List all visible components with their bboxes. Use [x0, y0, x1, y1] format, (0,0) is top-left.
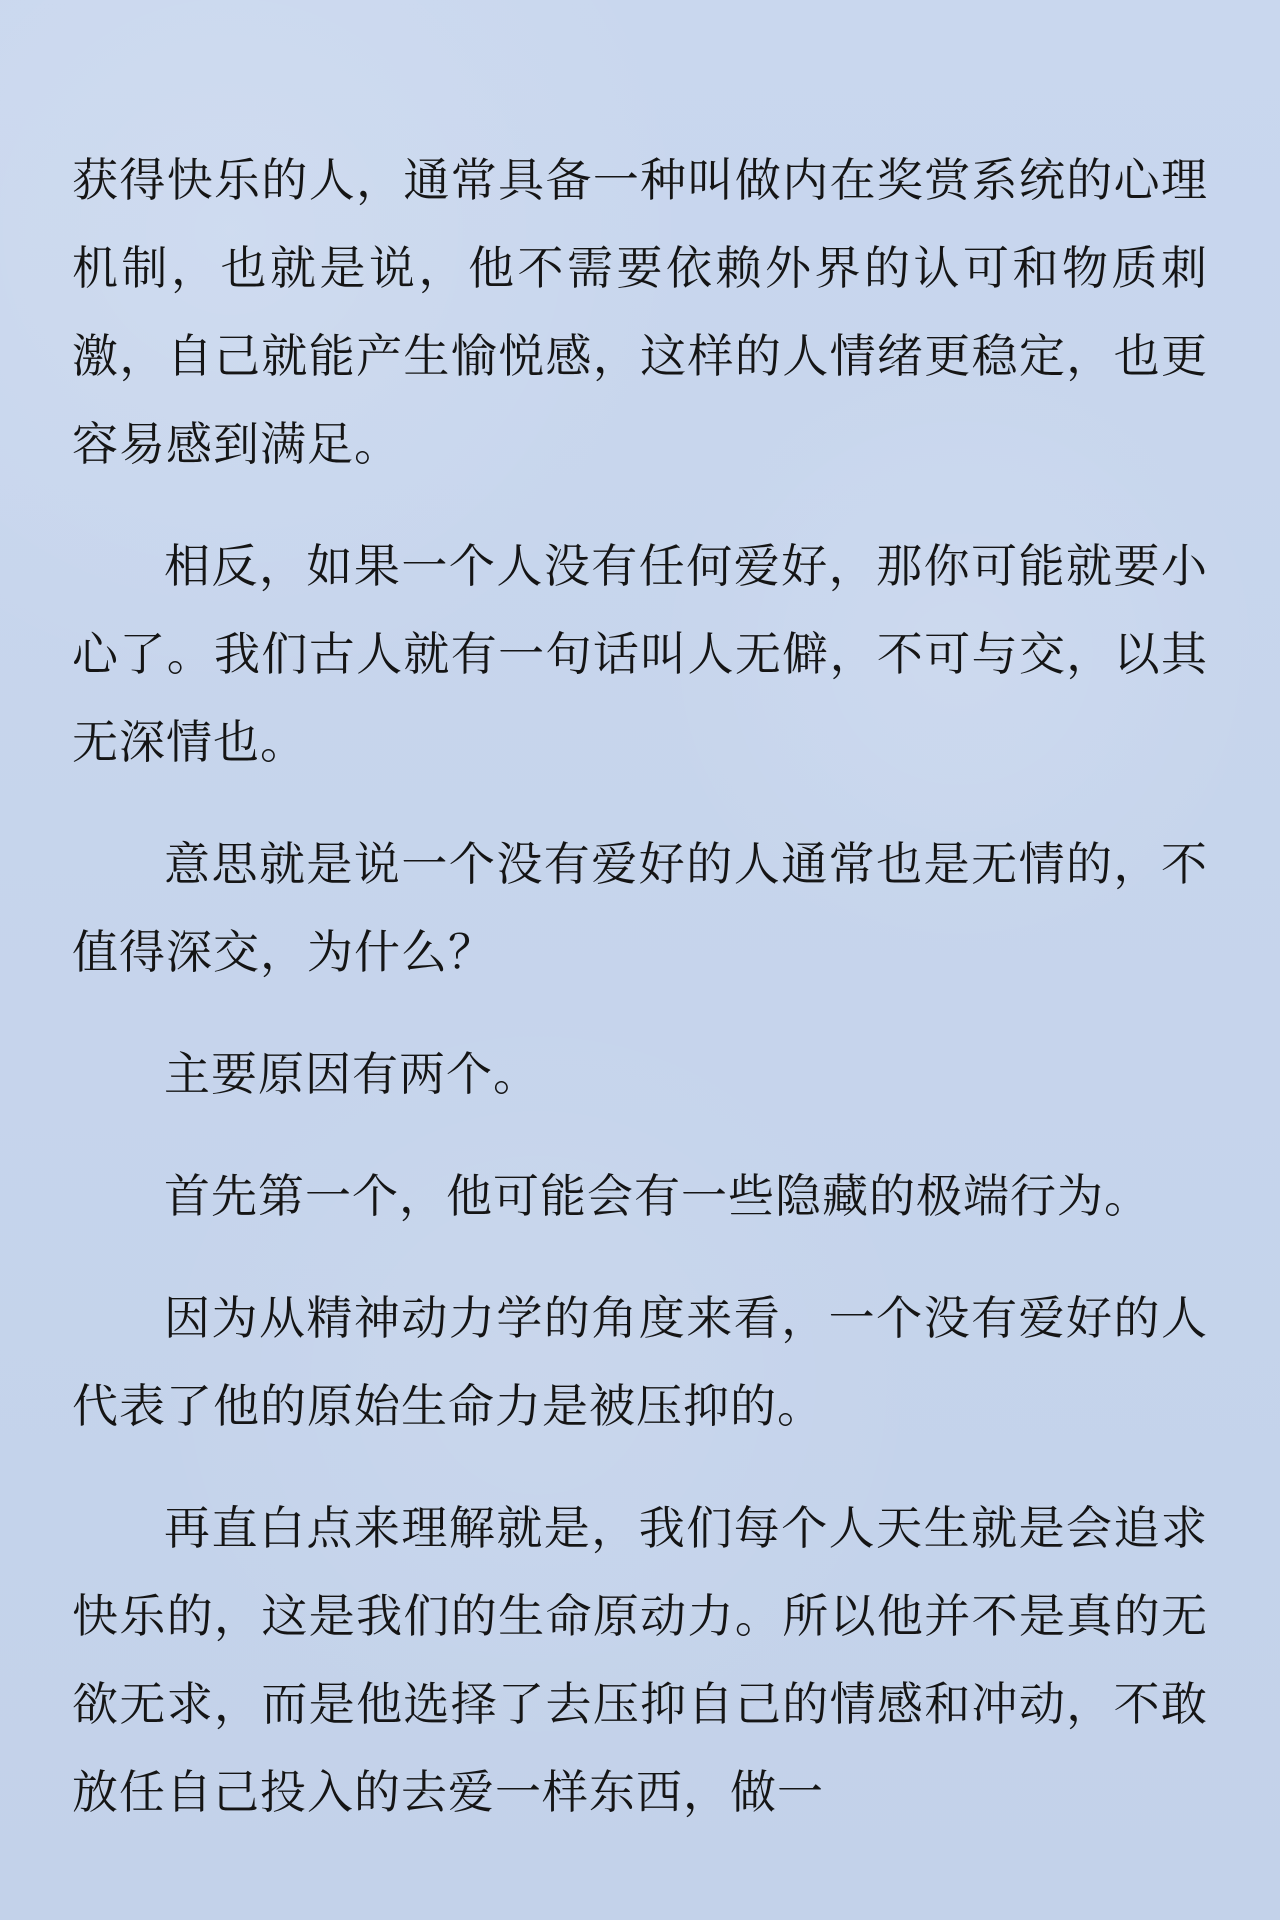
paragraph-1: 获得快乐的人，通常具备一种叫做内在奖赏系统的心理机制，也就是说，他不需要依赖外界的认可和物质刺激，自己就能产生愉悦感，这样的人情绪更稳定，也更容易感到满足。 — [72, 153, 1208, 471]
paragraph-2: 相反，如果一个人没有任何爱好，那你可能就要小心了。我们古人就有一句话叫人无僻，不可与交，以其无深情也。 — [72, 539, 1208, 769]
paragraph-3: 意思就是说一个没有爱好的人通常也是无情的，不值得深交，为什么？ — [72, 837, 1208, 979]
paragraph-6: 因为从精神动力学的角度来看，一个没有爱好的人代表了他的原始生命力是被压抑的。 — [72, 1291, 1208, 1433]
paragraph-5: 首先第一个，他可能会有一些隐藏的极端行为。 — [164, 1169, 1151, 1223]
article-body — [72, 136, 1208, 1836]
paragraph-4: 主要原因有两个。 — [164, 1047, 540, 1101]
paragraph-7: 再直白点来理解就是，我们每个人天生就是会追求快乐的，这是我们的生命原动力。所以他并不是真的无欲无求，而是他选择了去压抑自己的情感和冲动，不敢放任自己投入的去爱一样东西，做一 — [72, 1501, 1208, 1819]
